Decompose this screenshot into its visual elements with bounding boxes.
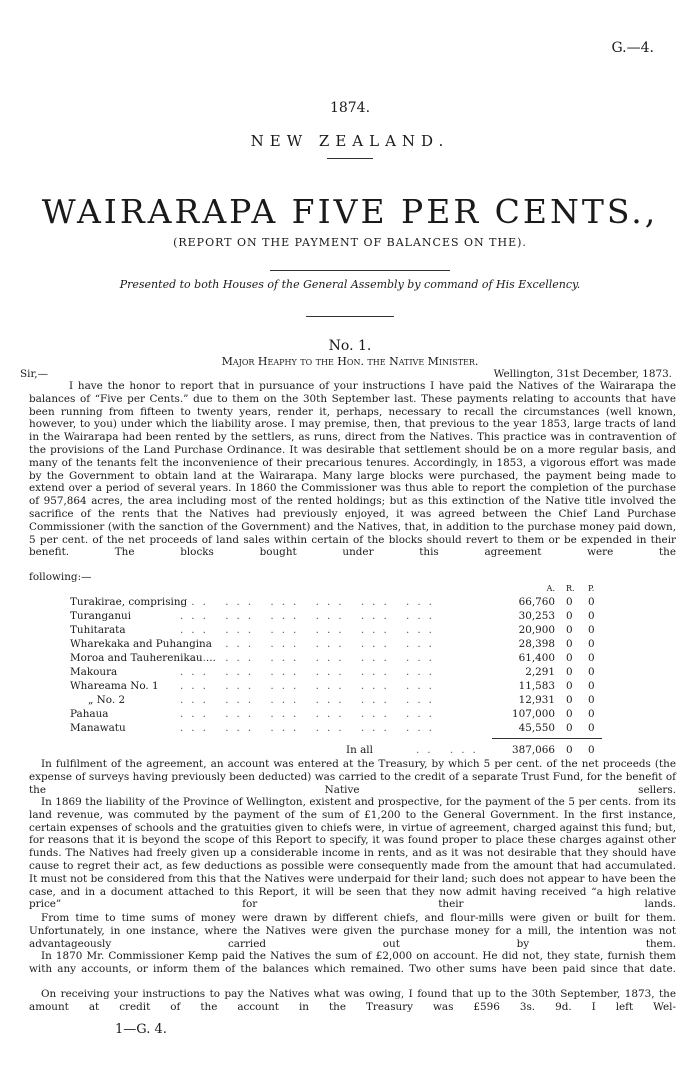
block-acres: 107,000 [512,708,555,720]
block-acres: 11,583 [518,680,555,692]
block-roods: 0 [566,638,573,650]
divider [306,316,394,317]
table-row [70,722,610,734]
total-perches: 0 [588,744,595,756]
table-row [70,708,610,720]
paragraph-2: In fulfilment of the agreement, an account was entered at the Treasury, by which 5 per cent. of the net proceeds (the expense of surveys having previously been deducted) was carried to the credit of a separate Trust Fund, for the benefit of the Native sellers. [29,758,676,796]
block-roods: 0 [566,722,573,734]
leader-dots: ... ... ... ... ... ... [180,708,440,720]
leader-dots: ... ... ... ... ... ... [180,680,440,692]
leader-dots: ... ... ... ... ... ... [180,722,440,734]
block-acres: 45,550 [518,722,555,734]
block-name: Whareama No. 1 [70,680,159,692]
block-name: Turakirae, comprising [70,596,188,608]
block-roods: 0 [566,708,573,720]
block-perches: 0 [588,708,595,720]
paragraph-1-end: following:— [29,571,92,583]
block-roods: 0 [566,596,573,608]
table-row [70,652,610,664]
block-perches: 0 [588,666,595,678]
leader-dots: ... ... ... ... ... ... [180,610,440,622]
sessional-paper-ref: G.—4. [611,40,654,56]
block-acres: 20,900 [518,624,555,636]
table-row [70,610,610,622]
block-name: Wharekaka and Puhangina [70,638,212,650]
page-footer-signature: 1—G. 4. [115,1022,167,1037]
block-name: Moroa and Tauherenikau ... [70,652,216,664]
total-acres: 387,066 [512,744,555,756]
document-title: WAIRARAPA FIVE PER CENTS., [41,192,659,231]
block-acres: 30,253 [518,610,555,622]
block-perches: 0 [588,610,595,622]
block-acres: 28,398 [518,638,555,650]
table-total-row [70,744,610,756]
block-perches: 0 [588,624,595,636]
leader-dots: ... ... ... ... ... ... [180,694,440,706]
table-row [70,596,610,608]
year: 1874. [329,100,371,116]
block-roods: 0 [566,610,573,622]
table-row [70,694,610,706]
block-perches: 0 [588,680,595,692]
header-roods: R. [566,584,575,593]
leader-dots: ... ... ... ... ... ... [180,624,440,636]
paragraph-4: From time to time sums of money were drawn by different chiefs, and flour-mills were given or built for them. Unfortunately, in one instance, where the Natives were given the purchase money for a mill, the intention was not advantageously carried out by them. [29,912,676,950]
place-date: Wellington, 31st December, 1873. [493,368,672,380]
salutation: Sir,— [20,368,48,380]
total-dots: .. ... [416,744,484,756]
letter-from-to: Major Heaphy to the Hon. the Native Minister. [221,355,479,368]
leader-dots: ... ... ... ... ... ... [180,666,440,678]
block-name: Manawatu [70,722,126,734]
leader-dots: ... ... ... ... ... ... [180,596,440,608]
block-perches: 0 [588,596,595,608]
block-perches: 0 [588,652,595,664]
block-name: Tuhitarata [70,624,126,636]
block-acres: 61,400 [518,652,555,664]
block-name: Makoura [70,666,118,678]
table-row [70,666,610,678]
presented-line: Presented to both Houses of the General Assembly by command of His Excellency. [119,278,581,291]
block-name: Turanganui [70,610,132,622]
block-roods: 0 [566,624,573,636]
block-roods: 0 [566,666,573,678]
header-acres: A. [546,584,555,593]
country-heading: NEW ZEALAND. [250,132,450,150]
block-acres: 2,291 [525,666,555,678]
block-roods: 0 [566,680,573,692]
block-roods: 0 [566,694,573,706]
table-row [70,624,610,636]
divider [270,270,450,271]
block-perches: 0 [588,694,595,706]
paragraph-6: On receiving your instructions to pay the Natives what was owing, I found that up to the 30th September, 1873, the amount at credit of the account in the Treasury was £596 3s. 9d. I left Wel- [29,988,676,1013]
document-number: No. 1. [328,338,372,354]
total-roods: 0 [566,744,573,756]
block-name: „ No. 2 [88,694,126,706]
table-row [70,638,610,650]
leader-dots: ... ... ... ... ... ... [180,652,440,664]
header-perches: P. [588,584,595,593]
table-header [70,584,610,596]
leader-dots: ... ... ... ... ... ... [180,638,440,650]
document-subtitle: (REPORT ON THE PAYMENT OF BALANCES ON THE). [173,236,527,249]
block-acres: 12,931 [518,694,555,706]
total-rule [492,738,602,739]
short-divider [327,158,373,159]
block-roods: 0 [566,652,573,664]
paragraph-3: In 1869 the liability of the Province of Wellington, existent and prospective, for the payment of the 5 per cents. from its land revenue, was commuted by the payment of the sum of £1,200 to the General Government. In the first instance, certain expenses of schools and the gratuities given to chiefs were, in virtue of agreement, charged against this fund; but, for reasons that it is beyond the scope of this Report to specify, it was found proper to place these charges against other funds. The Natives had freely given up a considerable income in rents, and as it was not desirable that they should have cause to regret their act, as few deductions as possible were consequently made from the amount that had accumulated. It must not be considered from this that the Natives were underpaid for their land; such does not appear to have been the case, and in a document attached to this Report, it will be seen that they now admit having received “a high relative price” for their lands. [29,796,676,911]
table-row [70,680,610,692]
total-label: In all [346,744,373,756]
block-name: Pahaua [70,708,109,720]
paragraph-5: In 1870 Mr. Commissioner Kemp paid the Natives the sum of £2,000 on account. He did not, they state, furnish them with any accounts, or inform them of the balances which remained. Two other sums have been paid since that date. [29,950,676,975]
block-perches: 0 [588,722,595,734]
block-acres: 66,760 [518,596,555,608]
block-perches: 0 [588,638,595,650]
paragraph-1: I have the honor to report that in pursuance of your instructions I have paid the Natives of the Wairarapa the balances of “Five per Cents.” due to them on the 30th September last. These payments relating to accounts that have been running from fifteen to twenty years, render it, perhaps, necessary to recall the circumstances (well known, however, to you) under which the liability arose. I may premise, then, that previous to the year 1853, large tracts of land in the Wairarapa had been rented by the settlers, as runs, direct from the Natives. This practice was in contravention of the provisions of the Land Purchase Ordinance. It was desirable that settlement should be on a more regular basis, and many of the tenants felt the inconvenience of their precarious tenures. Accordingly, in 1853, a vigorous effort was made by the Government to obtain land at the Wairarapa. Many large blocks were purchased, the payment being made to extend over a period of several years. In 1860 the Commissioner was thus able to report the completion of the purchase of 957,864 acres, the area including most of the rented holdings; but as this extinction of the Native title involved the sacrifice of the rents that the Natives had previously enjoyed, it was agreed between the Chief Land Purchase Commissioner (with the sanction of the Government) and the Natives, that, in addition to the purchase money paid down, 5 per cent. of the net proceeds of land sales within certain of the blocks should revert to them or be expended in their benefit. The blocks bought under this agreement were the [29,380,676,559]
